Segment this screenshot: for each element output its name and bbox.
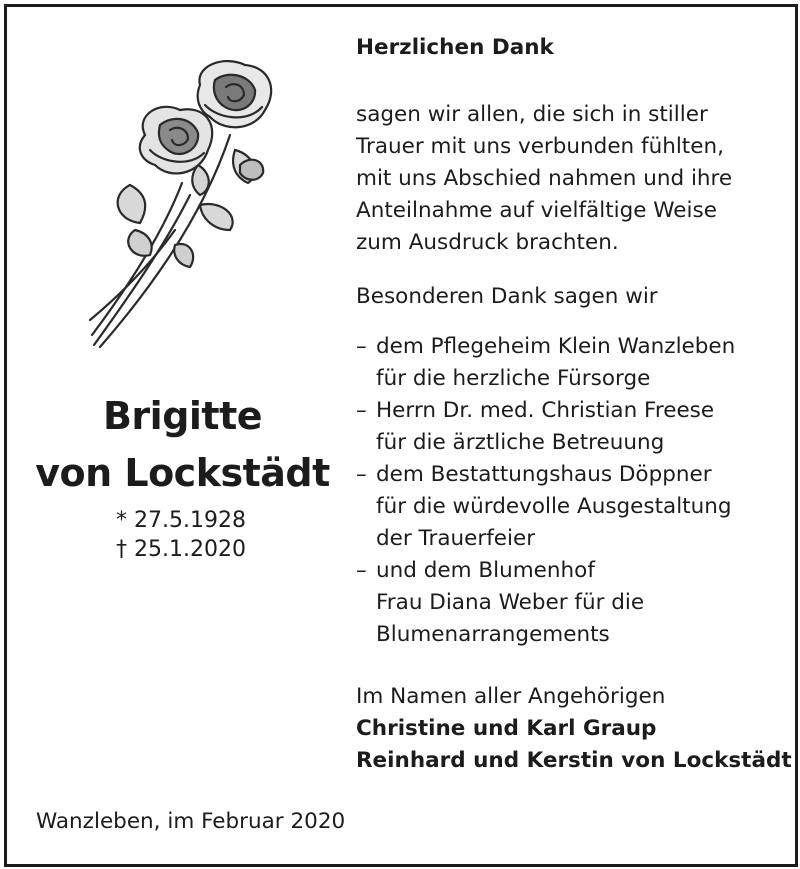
list-dash: –	[356, 462, 367, 487]
list-item-line: dem Bestattungshaus Döppner	[376, 462, 712, 487]
list-item-line: und dem Blumenhof	[376, 558, 595, 583]
list-item-line: der Trauerfeier	[376, 526, 536, 551]
list-item-line: dem Pflegeheim Klein Wanzleben	[376, 334, 736, 359]
list-item-line: für die ärztliche Betreuung	[376, 430, 665, 455]
notice-title: Herzlichen Dank	[356, 35, 554, 60]
intro-line: mit uns Abschied nahmen und ihre	[356, 166, 733, 191]
list-item-line: Blumenarrangements	[376, 622, 610, 647]
signature-name: Christine und Karl Graup	[356, 716, 657, 741]
intro-line: Trauer mit uns verbunden fühlten,	[356, 134, 724, 159]
list-item-line: für die würdevolle Ausgestaltung	[376, 494, 732, 519]
intro-line: Anteilnahme auf vielfältige Weise	[356, 198, 717, 223]
intro-line: sagen wir allen, die sich in stiller	[356, 102, 708, 127]
intro-line: zum Ausdruck brachten.	[356, 230, 619, 255]
signature-name: Reinhard und Kerstin von Lockstädt	[356, 748, 792, 773]
death-date: † 25.1.2020	[116, 537, 246, 562]
list-item-line: für die herzliche Fürsorge	[376, 366, 651, 391]
list-dash: –	[356, 334, 367, 359]
list-dash: –	[356, 398, 367, 423]
list-dash: –	[356, 558, 367, 583]
birth-date: * 27.5.1928	[116, 508, 246, 533]
deceased-first-name: Brigitte	[102, 394, 263, 438]
special-thanks-heading: Besonderen Dank sagen wir	[356, 284, 658, 309]
place-and-date: Wanzleben, im Februar 2020	[36, 809, 346, 834]
signature-intro: Im Namen aller Angehörigen	[356, 684, 666, 709]
deceased-last-name: von Lockstädt	[35, 451, 330, 495]
list-item-line: Herrn Dr. med. Christian Freese	[376, 398, 715, 423]
roses-icon	[80, 55, 280, 355]
list-item-line: Frau Diana Weber für die	[376, 590, 645, 615]
